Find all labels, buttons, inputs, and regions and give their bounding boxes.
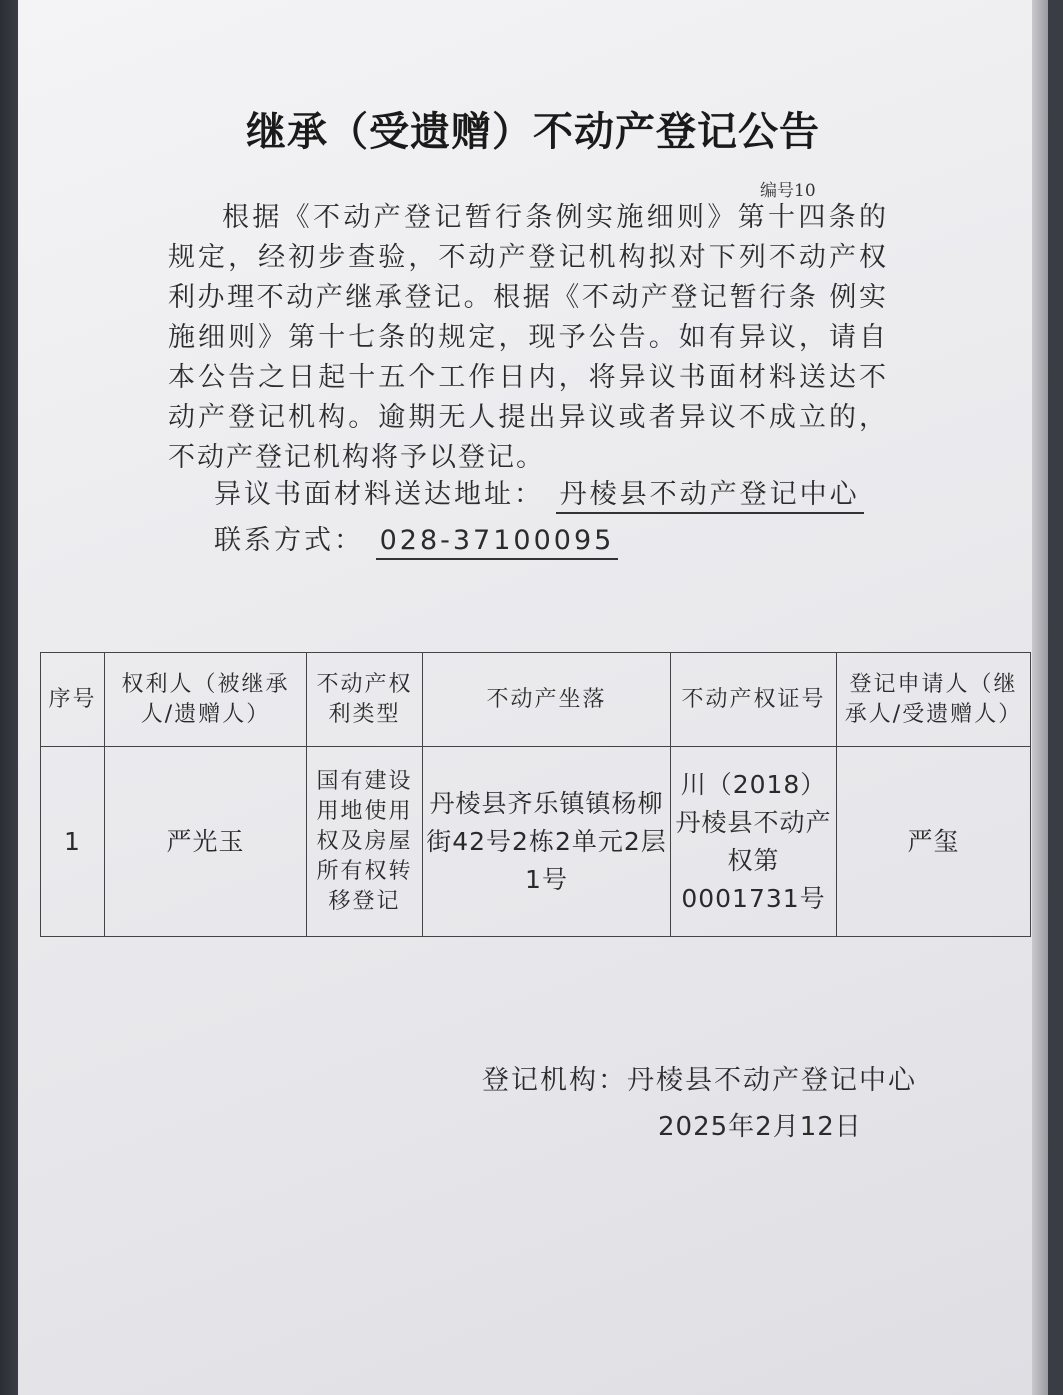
footer-organization: 登记机构：丹棱县不动产登记中心: [482, 1065, 917, 1096]
table-header-row: [41, 653, 1031, 747]
contact-value: 028-37100095: [376, 525, 619, 560]
footer-date: 2025年2月12日: [658, 1112, 862, 1142]
cell-right-type: 国有建设用地使用权及房屋所有权转移登记: [307, 747, 423, 937]
cell-right-holder: 严光玉: [105, 747, 307, 937]
cell-certificate-no: 川（2018）丹棱县不动产权第0001731号: [671, 747, 837, 937]
address-value: 丹棱县不动产登记中心: [556, 479, 864, 514]
header-index: 序号: [41, 653, 105, 747]
header-location: 不动产坐落: [423, 653, 671, 747]
notice-body: 根据《不动产登记暂行条例实施细则》第十四条的规定，经初步查验，不动产登记机构拟对下列不动产权利办理不动产继承登记。根据《不动产登记暂行条 例实施细则》第十七条的规定，现予公告。如有异议，请自本公告之日起十五个工作日内，将异议书面材料送达不动产登记机构。逾期无人提出异议或者异议不成立的，不动产登记机构将予以登记。: [168, 202, 888, 473]
notice-number: 编号10: [760, 181, 816, 201]
header-right-holder: 权利人（被继承人/遗赠人）: [105, 653, 307, 747]
cell-applicant: 严玺: [837, 747, 1031, 937]
cell-location: 丹棱县齐乐镇镇杨柳街42号2栋2单元2层1号: [423, 747, 671, 937]
cell-index: 1: [41, 747, 105, 937]
table-row: [41, 747, 1031, 937]
address-label: 异议书面材料送达地址：: [214, 479, 544, 510]
notice-paper: [18, 0, 1048, 1395]
header-applicant: 登记申请人（继承人/受遗赠人）: [837, 653, 1031, 747]
paper-edge-shadow: [1032, 0, 1048, 1395]
header-right-type: 不动产权利类型: [307, 653, 423, 747]
header-certificate-no: 不动产权证号: [671, 653, 837, 747]
contact-line: [214, 518, 618, 557]
registration-table: [40, 652, 1031, 937]
notice-title: 继承（受遗赠）不动产登记公告: [246, 108, 820, 155]
address-line: [214, 472, 864, 511]
contact-label: 联系方式：: [214, 525, 364, 556]
